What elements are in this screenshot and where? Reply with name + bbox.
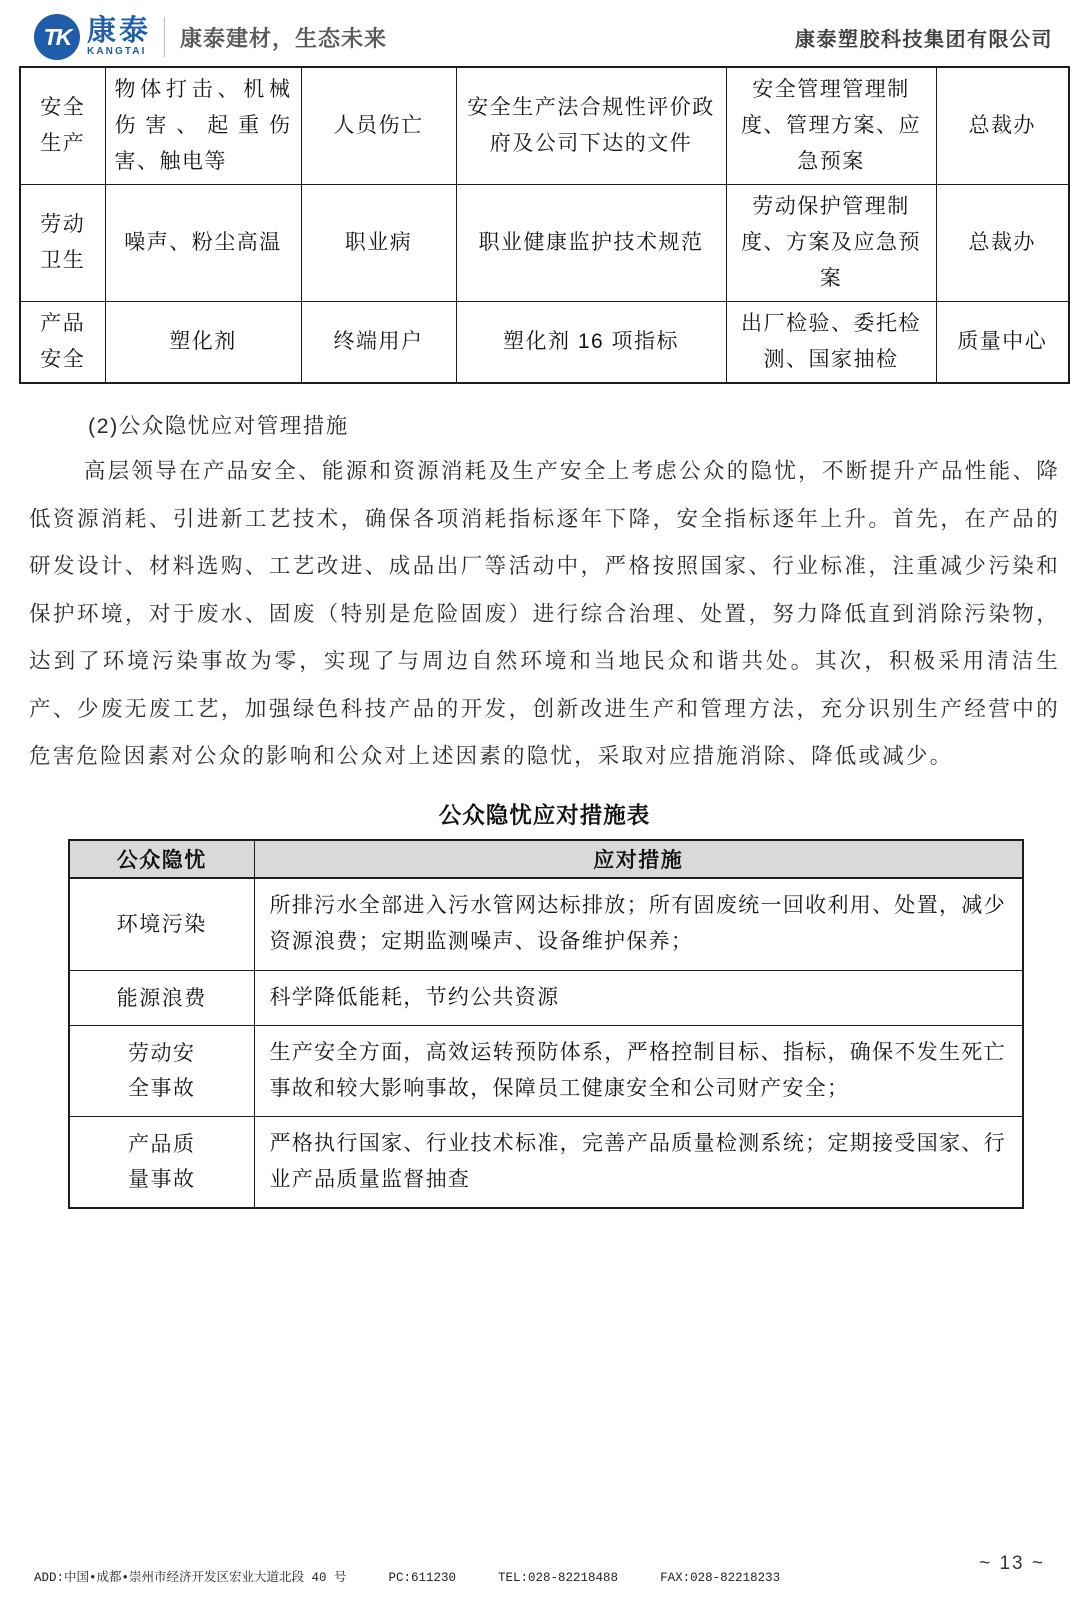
header-divider	[164, 17, 165, 57]
risk-category-cell: 劳动 卫生	[20, 185, 105, 302]
concern-column-header: 公众隐忧	[69, 840, 254, 878]
measures-table-row	[69, 971, 1023, 1026]
risk-measures-cell: 出厂检验、委托检测、国家抽检	[726, 302, 936, 384]
page-footer	[34, 1567, 780, 1585]
measures-table-row	[69, 878, 1023, 971]
risk-basis-cell: 职业健康监护技术规范	[456, 185, 726, 302]
concern-label: 劳动安全事故	[128, 1042, 196, 1100]
risk-category-cell: 产品 安全	[20, 302, 105, 384]
concern-cell	[69, 878, 254, 971]
kangtai-logo-icon: TK	[34, 14, 80, 60]
concern-label: 环境污染	[116, 912, 207, 936]
risk-hazard-cell: 塑化剂	[105, 302, 301, 384]
risk-hazard-cell: 噪声、粉尘高温	[105, 185, 301, 302]
risk-measures-cell: 安全管理管理制度、管理方案、应急预案	[726, 67, 936, 185]
measures-table-header-row	[69, 840, 1023, 878]
brand-block	[87, 17, 151, 57]
measures-table-title: 公众隐忧应对措施表	[438, 802, 651, 828]
risk-dept-cell: 总裁办	[936, 185, 1069, 302]
risk-impact-cell: 职业病	[301, 185, 456, 302]
concern-cell	[69, 971, 254, 1026]
concern-label: 能源浪费	[116, 986, 207, 1010]
risk-measures-cell: 劳动保护管理制度、方案及应急预案	[726, 185, 936, 302]
footer-fax: FAX:028-82218233	[660, 1571, 781, 1585]
brand-name-en: KANGTAI	[87, 46, 147, 57]
company-name: 康泰塑胶科技集团有限公司	[795, 28, 1053, 51]
page-number: ~ 13 ~	[979, 1553, 1045, 1574]
measure-cell: 严格执行国家、行业技术标准，完善产品质量检测系统；定期接受国家、行业产品质量监督抽查	[254, 1117, 1023, 1209]
concern-cell	[69, 1026, 254, 1117]
brand-name-cn: 康泰	[87, 15, 152, 47]
risk-basis-cell: 塑化剂 16 项指标	[456, 302, 726, 384]
measures-table-row	[69, 1026, 1023, 1117]
risk-category-cell: 安全 生产	[20, 67, 105, 185]
measures-table-row	[69, 1117, 1023, 1209]
concern-cell	[69, 1117, 254, 1209]
body-paragraph: 高层领导在产品安全、能源和资源消耗及生产安全上考虑公众的隐忧，不断提升产品性能、降低资源消耗、引进新工艺技术，确保各项消耗指标逐年下降，安全指标逐年上升。首先，在产品的研发设计、材料选购、工艺改进、成品出厂等活动中，严格按照国家、行业标准，注重减少污染和保护环境，对于废水、固废（特别是危险固废）进行综合治理、处置，努力降低直到消除污染物，达到了环境污染事故为零，实现了与周边自然环境和当地民众和谐共处。其次，积极采用清洁生产、少废无废工艺，加强绿色科技产品的开发，创新改进生产和管理方法，充分识别生产经营中的危害危险因素对公众的影响和公众对上述因素的隐忧，采取对应措施消除、降低或减少。	[29, 459, 1060, 768]
kangtai-logo	[34, 14, 151, 60]
risk-table	[19, 66, 1070, 384]
footer-postcode: PC:611230	[388, 1571, 457, 1585]
section-heading: (2)公众隐忧应对管理措施	[88, 414, 349, 438]
risk-table-row	[20, 67, 1069, 185]
page-header	[0, 0, 1089, 66]
risk-table-row	[20, 302, 1069, 384]
measures-table	[68, 839, 1024, 1210]
risk-hazard-cell: 物体打击、机械伤害、起重伤害、触电等	[105, 67, 301, 185]
measure-cell: 所排污水全部进入污水管网达标排放；所有固废统一回收利用、处置，减少资源浪费；定期监测噪声、设备维护保养；	[254, 878, 1023, 971]
header-tagline: 康泰建材，生态未来	[180, 25, 388, 51]
risk-impact-cell: 人员伤亡	[301, 67, 456, 185]
measure-column-header: 应对措施	[254, 840, 1023, 878]
risk-dept-cell: 总裁办	[936, 67, 1069, 185]
concern-label: 产品质量事故	[128, 1133, 196, 1191]
risk-table-row	[20, 185, 1069, 302]
measure-cell: 生产安全方面，高效运转预防体系，严格控制目标、指标，确保不发生死亡事故和较大影响事故，保障员工健康安全和公司财产安全；	[254, 1026, 1023, 1117]
risk-dept-cell: 质量中心	[936, 302, 1069, 384]
measure-cell: 科学降低能耗，节约公共资源	[254, 971, 1023, 1026]
footer-address: ADD:中国•成都•崇州市经济开发区宏业大道北段 40 号	[34, 1571, 347, 1585]
risk-basis-cell: 安全生产法合规性评价政府及公司下达的文件	[456, 67, 726, 185]
footer-tel: TEL:028-82218488	[498, 1571, 619, 1585]
risk-impact-cell: 终端用户	[301, 302, 456, 384]
